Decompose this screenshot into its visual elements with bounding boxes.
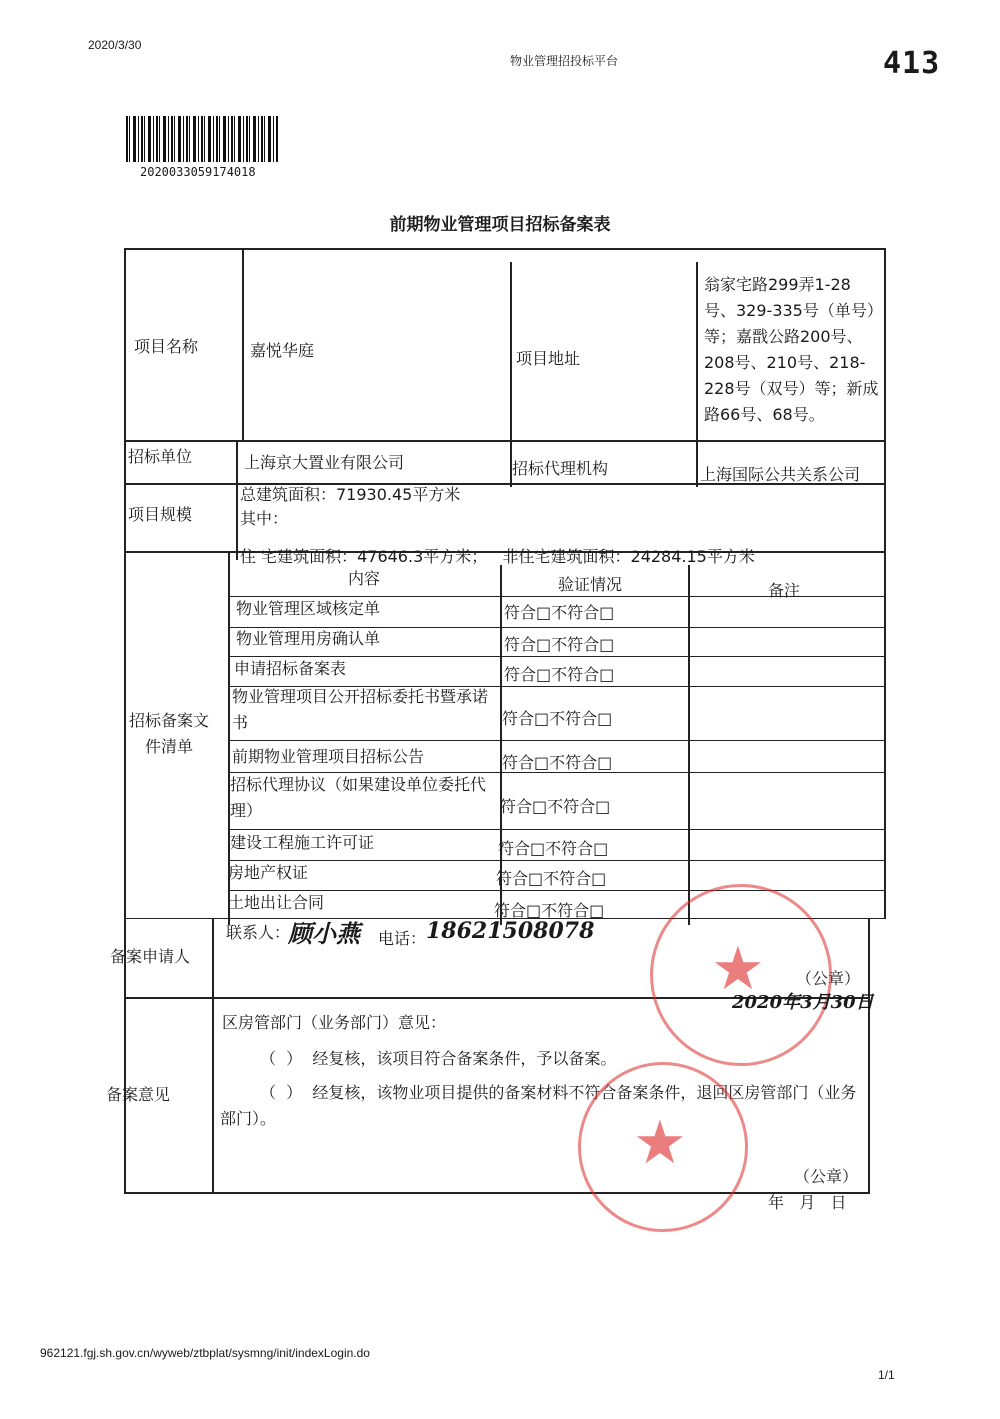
checklist-item-verify: 符合□不符合□ [498, 839, 609, 858]
opinion-date: 年 月 日 [768, 1193, 847, 1212]
tender-agency-value: 上海国际公共关系公司 [700, 465, 861, 484]
footer-page: 1/1 [878, 1368, 895, 1382]
checklist-item-verify: 符合□不符合□ [494, 901, 605, 920]
opinion-heading: 区房管部门（业务部门）意见： [222, 1013, 447, 1032]
checklist-item-content: 土地出让合同 [228, 893, 325, 912]
checklist-item-content: 建设工程施工许可证 [230, 833, 375, 852]
barcode-number: 2020033059174018 [140, 165, 256, 179]
project-address-label: 项目地址 [516, 349, 581, 368]
checklist-item-content: 申请招标备案表 [234, 659, 347, 678]
project-name-value: 嘉悦华庭 [250, 341, 315, 360]
applicant-date: 2020年3月30日 [732, 992, 874, 1013]
page-title: 前期物业管理项目招标备案表 [389, 215, 611, 235]
applicant-label: 备案申请人 [110, 947, 191, 966]
checklist-item-content: 物业管理区域核定单 [236, 599, 381, 618]
checklist-item-verify: 符合□不符合□ [504, 603, 615, 622]
checklist-item-verify: 符合□不符合□ [500, 797, 611, 816]
contact-label: 联系人： [226, 923, 291, 942]
checklist-item-content: 前期物业管理项目招标公告 [232, 747, 425, 766]
tender-unit-label: 招标单位 [128, 447, 193, 466]
scale-line-among: 其中： [240, 509, 289, 528]
checklist-item-verify: 符合□不符合□ [504, 665, 615, 684]
checklist-item-verify: 符合□不符合□ [504, 635, 615, 654]
platform-name: 物业管理招投标平台 [510, 54, 619, 68]
applicant-seal-label: （公章） [796, 969, 861, 988]
checklist-item-verify: 符合□不符合□ [496, 869, 607, 888]
bureau-seal [578, 1062, 748, 1232]
project-name-label: 项目名称 [134, 337, 199, 356]
print-date: 2020/3/30 [88, 38, 142, 52]
phone-value: 18621508078 [426, 918, 595, 944]
opinion-option-reject: （ ） 经复核，该物业项目提供的备案材料不符合备案条件，退回区房管部门（业务部门）。 [220, 1083, 857, 1128]
col-content-header: 内容 [348, 569, 381, 588]
scale-label: 项目规模 [128, 505, 193, 524]
tender-unit-value: 上海京大置业有限公司 [244, 453, 405, 472]
project-address-value: 翁家宅路299弄1-28号、329-335号（单号）等；嘉戬公路200号、208号、210号、218-228号（双号）等；新成路66号、68号。 [704, 275, 879, 424]
scale-line-total: 总建筑面积：71930.45平方米 [240, 485, 461, 504]
col-verify-header: 验证情况 [558, 575, 623, 594]
col-remark-header: 备注 [768, 581, 801, 600]
star-icon: ★ [711, 934, 765, 1004]
checklist-item-content: 物业管理项目公开招标委托书暨承诺书 [232, 687, 489, 732]
opinion-label: 备案意见 [106, 1085, 171, 1104]
checklist-item-content: 房地产权证 [228, 863, 309, 882]
tender-agency-label: 招标代理机构 [512, 459, 609, 478]
checklist-item-content: 招标代理协议（如果建设单位委托代理） [230, 775, 487, 820]
barcode [126, 116, 279, 162]
contact-signature: 顾小燕 [288, 919, 360, 948]
checklist-label: 招标备案文件清单 [128, 711, 209, 756]
opinion-seal-label: （公章） [794, 1167, 859, 1186]
star-icon: ★ [633, 1108, 687, 1178]
checklist-item-verify: 符合□不符合□ [502, 753, 613, 772]
checklist-item-content: 物业管理用房确认单 [236, 629, 381, 648]
opinion-option-approve: （ ） 经复核，该项目符合备案条件，予以备案。 [260, 1049, 617, 1068]
footer-url: 962121.fgj.sh.gov.cn/wyweb/ztbplat/sysmng/init/indexLogin.do [40, 1346, 370, 1360]
checklist-item-verify: 符合□不符合□ [502, 709, 613, 728]
page-number: 413 [883, 46, 941, 81]
phone-label: 电话： [378, 929, 427, 948]
scale-line-breakdown: 住 宅建筑面积：47646.3平方米； 非住宅建筑面积：24284.15平方米 [240, 547, 755, 566]
